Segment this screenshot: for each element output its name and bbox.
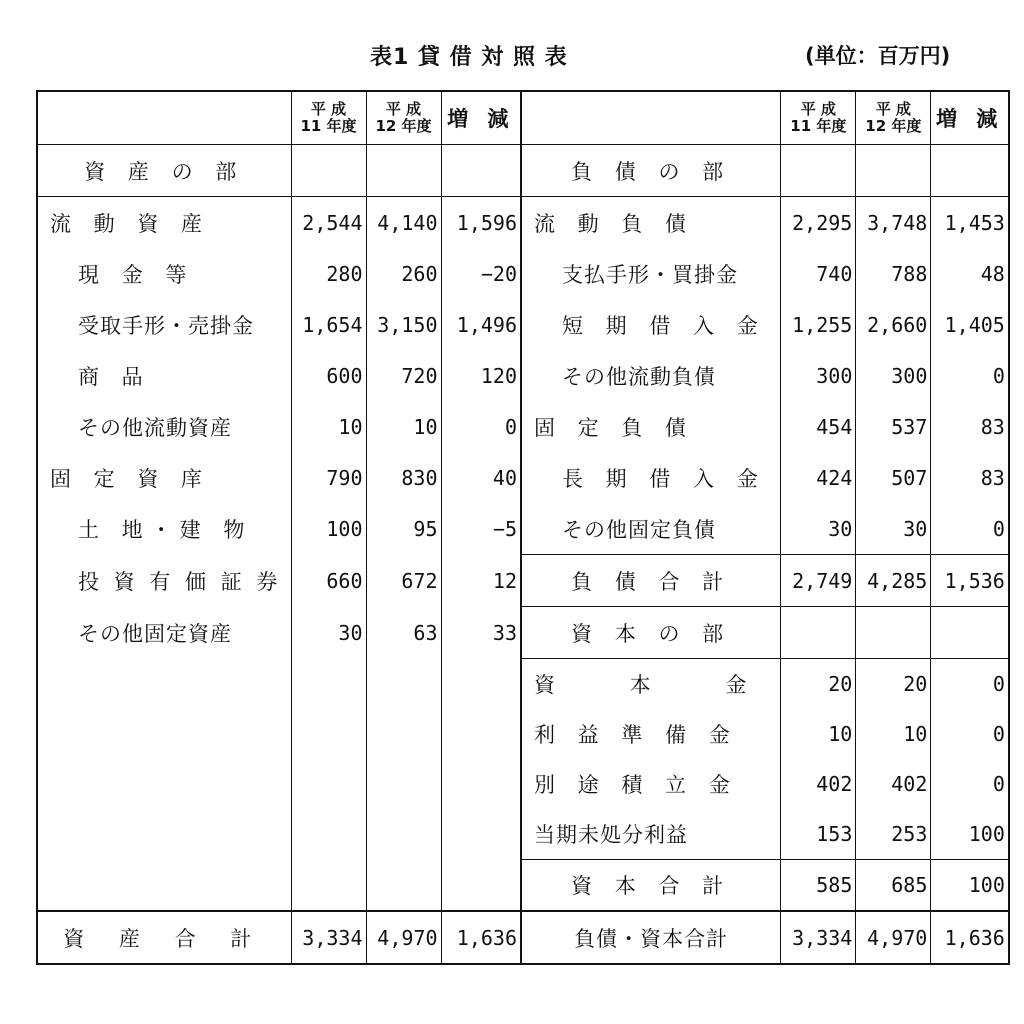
asset-diff: 1,496 <box>441 299 521 350</box>
asset-diff: 40 <box>441 452 521 503</box>
empty-cell <box>37 809 291 860</box>
table-row <box>37 709 1009 759</box>
asset-y12: 672 <box>366 555 441 607</box>
table-row <box>37 350 1009 401</box>
liabilities-total-y12: 4,285 <box>856 555 931 607</box>
asset-label: 受取手形・売掛金 <box>37 299 291 350</box>
empty-cell <box>366 809 441 860</box>
asset-y11: 600 <box>291 350 366 401</box>
asset-diff: −5 <box>441 503 521 555</box>
capital-diff: 0 <box>931 709 1009 759</box>
liability-y11: 424 <box>781 452 856 503</box>
liability-y12: 30 <box>856 503 931 555</box>
liability-diff: 48 <box>931 248 1009 299</box>
asset-y11: 660 <box>291 555 366 607</box>
asset-y11: 2,544 <box>291 197 366 249</box>
empty-cell <box>931 607 1009 659</box>
asset-diff: 120 <box>441 350 521 401</box>
empty-cell <box>441 145 521 197</box>
header-year-12-left: 平 成 12 年度 <box>366 91 441 145</box>
empty-cell <box>37 860 291 912</box>
header-change-right: 増 減 <box>931 91 1009 145</box>
asset-y12: 720 <box>366 350 441 401</box>
asset-y11: 100 <box>291 503 366 555</box>
asset-y12: 4,140 <box>366 197 441 249</box>
liability-y11: 30 <box>781 503 856 555</box>
liability-diff: 0 <box>931 503 1009 555</box>
capital-diff: 0 <box>931 659 1009 710</box>
assets-total-diff: 1,636 <box>441 911 521 964</box>
liability-label: その他固定負債 <box>521 503 781 555</box>
empty-cell <box>291 809 366 860</box>
capital-diff: 0 <box>931 759 1009 809</box>
asset-y12: 260 <box>366 248 441 299</box>
asset-label: 流 動 資 産 <box>37 197 291 249</box>
liability-y12: 507 <box>856 452 931 503</box>
grand-total-label: 負債・資本合計 <box>521 911 781 964</box>
grand-total-y12: 4,970 <box>856 911 931 964</box>
capital-total-diff: 100 <box>931 860 1009 912</box>
header-year-11-left: 平 成 11 年度 <box>291 91 366 145</box>
liability-y12: 2,660 <box>856 299 931 350</box>
liability-y12: 3,748 <box>856 197 931 249</box>
empty-cell <box>291 759 366 809</box>
table-row <box>37 401 1009 452</box>
empty-cell <box>856 145 931 197</box>
asset-diff: 1,596 <box>441 197 521 249</box>
capital-total-y12: 685 <box>856 860 931 912</box>
asset-diff: −20 <box>441 248 521 299</box>
capital-label: 別 途 積 立 金 <box>521 759 781 809</box>
asset-y11: 10 <box>291 401 366 452</box>
table-row <box>37 607 1009 659</box>
liability-label: 固 定 負 債 <box>521 401 781 452</box>
asset-diff: 33 <box>441 607 521 659</box>
asset-label <box>37 350 291 401</box>
empty-cell <box>781 145 856 197</box>
asset-label <box>37 248 291 299</box>
capital-y11: 10 <box>781 709 856 759</box>
liability-y12: 300 <box>856 350 931 401</box>
table-row <box>37 452 1009 503</box>
empty-cell <box>291 145 366 197</box>
liability-label: 短 期 借 入 金 <box>521 299 781 350</box>
empty-cell <box>441 809 521 860</box>
table-row <box>37 860 1009 912</box>
capital-y11: 402 <box>781 759 856 809</box>
asset-label: 土 地・建 物 <box>37 503 291 555</box>
table-row <box>37 197 1009 249</box>
asset-label-text: 商 品 <box>78 364 151 389</box>
capital-total-label: 資 本 合 計 <box>521 860 781 912</box>
liabilities-total-label: 負 債 合 計 <box>521 555 781 607</box>
table-row <box>37 503 1009 555</box>
capital-total-y11: 585 <box>781 860 856 912</box>
empty-cell <box>781 607 856 659</box>
empty-cell <box>441 659 521 710</box>
table-row <box>37 248 1009 299</box>
asset-label: 投 資 有 価 証 券 <box>37 555 291 607</box>
header-blank-left <box>37 91 291 145</box>
assets-section-label: 資 産 の 部 <box>37 145 291 197</box>
liability-label: 流 動 負 債 <box>521 197 781 249</box>
section-row <box>37 145 1009 197</box>
assets-total-label: 資 産 合 計 <box>37 911 291 964</box>
header-blank-right <box>521 91 781 145</box>
liability-diff: 1,405 <box>931 299 1009 350</box>
capital-y12: 402 <box>856 759 931 809</box>
asset-diff: 12 <box>441 555 521 607</box>
grand-total-diff: 1,636 <box>931 911 1009 964</box>
liability-y11: 2,295 <box>781 197 856 249</box>
empty-cell <box>441 709 521 759</box>
table-row <box>37 299 1009 350</box>
empty-cell <box>37 709 291 759</box>
empty-cell <box>291 709 366 759</box>
liability-label: その他流動負債 <box>521 350 781 401</box>
capital-y12: 10 <box>856 709 931 759</box>
liability-diff: 83 <box>931 401 1009 452</box>
table-title: 表1 貸 借 対 照 表 <box>370 45 568 70</box>
empty-cell <box>366 759 441 809</box>
liabilities-section-label: 負 債 の 部 <box>521 145 781 197</box>
asset-y12: 830 <box>366 452 441 503</box>
asset-y12: 3,150 <box>366 299 441 350</box>
liability-label: 長 期 借 入 金 <box>521 452 781 503</box>
assets-total-y11: 3,334 <box>291 911 366 964</box>
empty-cell <box>441 860 521 912</box>
liability-diff: 83 <box>931 452 1009 503</box>
header-change-left: 増 減 <box>441 91 521 145</box>
capital-label: 当期未処分利益 <box>521 809 781 860</box>
unit-note: (単位：百万円) <box>805 44 951 68</box>
liability-y11: 740 <box>781 248 856 299</box>
liabilities-total-diff: 1,536 <box>931 555 1009 607</box>
liability-y11: 300 <box>781 350 856 401</box>
asset-y12: 10 <box>366 401 441 452</box>
asset-y11: 280 <box>291 248 366 299</box>
capital-section-label: 資 本 の 部 <box>521 607 781 659</box>
asset-y11: 30 <box>291 607 366 659</box>
empty-cell <box>37 659 291 710</box>
balance-sheet-table <box>36 90 1010 965</box>
liability-diff: 0 <box>931 350 1009 401</box>
empty-cell <box>366 709 441 759</box>
capital-label: 利 益 準 備 金 <box>521 709 781 759</box>
empty-cell <box>366 860 441 912</box>
liabilities-total-y11: 2,749 <box>781 555 856 607</box>
asset-y12: 95 <box>366 503 441 555</box>
empty-cell <box>366 659 441 710</box>
liability-y12: 788 <box>856 248 931 299</box>
capital-label: 資 本 金 <box>521 659 781 710</box>
asset-label: その他固定資産 <box>37 607 291 659</box>
capital-y12: 20 <box>856 659 931 710</box>
liability-y11: 1,255 <box>781 299 856 350</box>
empty-cell <box>366 145 441 197</box>
liability-y12: 537 <box>856 401 931 452</box>
asset-y12: 63 <box>366 607 441 659</box>
asset-label-text: 現 金 等 <box>78 262 195 287</box>
capital-y11: 153 <box>781 809 856 860</box>
header-year-12-right: 平 成 12 年度 <box>856 91 931 145</box>
table-row <box>37 555 1009 607</box>
grand-total-y11: 3,334 <box>781 911 856 964</box>
empty-cell <box>291 860 366 912</box>
table-row <box>37 759 1009 809</box>
capital-diff: 100 <box>931 809 1009 860</box>
empty-cell <box>37 759 291 809</box>
liability-label: 支払手形・買掛金 <box>521 248 781 299</box>
table-row <box>37 809 1009 860</box>
header-year-11-right: 平 成 11 年度 <box>781 91 856 145</box>
asset-y11: 1,654 <box>291 299 366 350</box>
header-row <box>37 91 1009 145</box>
capital-y12: 253 <box>856 809 931 860</box>
asset-label: その他流動資産 <box>37 401 291 452</box>
asset-label: 固 定 資 庠 <box>37 452 291 503</box>
empty-cell <box>291 659 366 710</box>
liability-diff: 1,453 <box>931 197 1009 249</box>
empty-cell <box>931 145 1009 197</box>
assets-total-y12: 4,970 <box>366 911 441 964</box>
asset-diff: 0 <box>441 401 521 452</box>
capital-y11: 20 <box>781 659 856 710</box>
empty-cell <box>856 607 931 659</box>
liability-y11: 454 <box>781 401 856 452</box>
empty-cell <box>441 759 521 809</box>
total-row <box>37 911 1009 964</box>
table-row <box>37 659 1009 710</box>
asset-y11: 790 <box>291 452 366 503</box>
